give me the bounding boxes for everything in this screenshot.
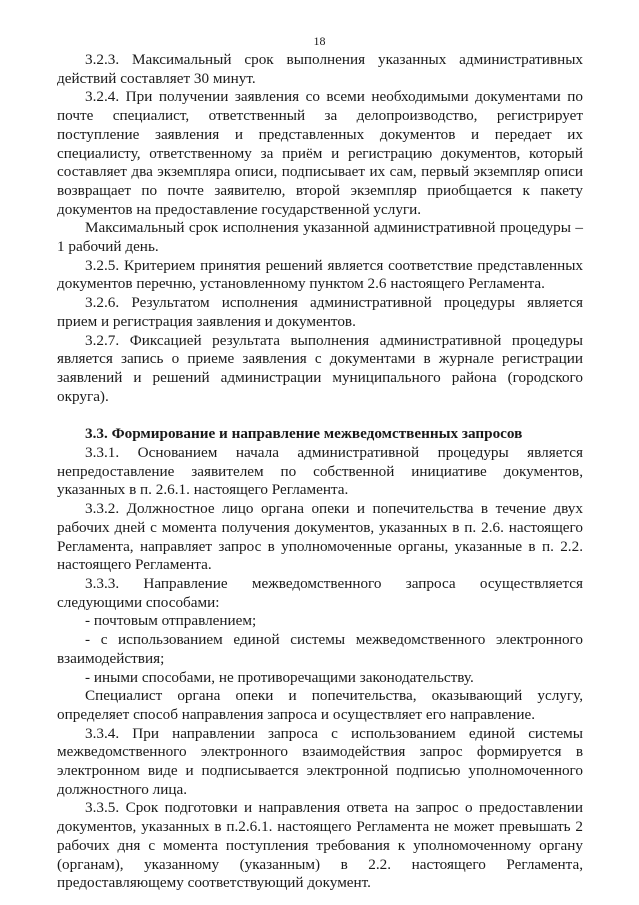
list-item-other-methods: - иными способами, не противоречащими законодательству.	[85, 668, 474, 686]
paragraph-3-3-1: 3.3.1. Основанием начала административной процедуры является непредоставление заявителем по собственной инициативе документов, указанных в п. 2.6.1. настоящего Регламента.	[57, 444, 583, 499]
section-title-3-3: 3.3. Формирование и направление межведомственных запросов	[85, 425, 523, 443]
list-item-electronic-system: - с использованием единой системы межведомственного электронного взаимодействия;	[57, 631, 583, 667]
paragraph-3-2-4: 3.2.4. При получении заявления со всеми необходимыми документами по почте специалист, ответственный за делопроизводство, регистрирует поступление заявления и представленных документов и передает их специалисту, ответственному за приём и регистрацию документов, который составляет два экземпляра описи, подписывает их сам, первый экземпляр описи возвращает по почте заявителю, второй экземпляр приобщается к пакету документов на предоставление государственной услуги.	[57, 88, 583, 218]
paragraph-3-2-7: 3.2.7. Фиксацией результата выполнения административной процедуры является запись о приеме заявления с документами в журнале регистрации заявлений и решений администрации муниципального района (городского округа).	[57, 331, 583, 405]
paragraph-3-2-3: 3.2.3. Максимальный срок выполнения указанных административных действий составляет 30 минут.	[57, 51, 583, 87]
paragraph-3-3-2: 3.3.2. Должностное лицо органа опеки и попечительства в течение двух рабочих дней с момента получения документов, указанных в п. 2.6. настоящего Регламента, направляет запрос в уполномоченные органы, указанные в п. 2.2. настоящего Регламента.	[57, 500, 583, 574]
list-item-postal: - почтовым отправлением;	[85, 612, 257, 630]
paragraph-3-2-6: 3.2.6. Результатом исполнения административной процедуры является прием и регистрация заявления и документов.	[57, 294, 583, 330]
paragraph-3-3-3: 3.3.3. Направление межведомственного запроса осуществляется следующими способами:	[57, 574, 583, 611]
document-body	[57, 51, 583, 893]
paragraph-max-term: Максимальный срок исполнения указанной административной процедуры – 1 рабочий день.	[57, 219, 583, 256]
paragraph-3-2-5: 3.2.5. Критерием принятия решений является соответствие представленных документов перечню, установленному пунктом 2.6 настоящего Регламента.	[57, 256, 583, 293]
paragraph-3-3-5: 3.3.5. Срок подготовки и направления ответа на запрос о предоставлении документов, указанных в п.2.6.1. настоящего Регламента не может превышать 2 рабочих дня с момента поступления требования к уполномоченному органу (органам), указанному (указанным) в 2.2. настоящего Регламента, предоставляющему соответствующий документ.	[57, 799, 583, 892]
page-number: 18	[313, 34, 326, 48]
paragraph-specialist: Специалист органа опеки и попечительства, оказывающий услугу, определяет способ направления запроса и осуществляет его направление.	[57, 687, 583, 723]
paragraph-3-3-4: 3.3.4. При направлении запроса с использованием единой системы межведомственного электронного взаимодействия запрос формируется в электронном виде и подписывается электронной подписью уполномоченного должностного лица.	[57, 724, 583, 798]
